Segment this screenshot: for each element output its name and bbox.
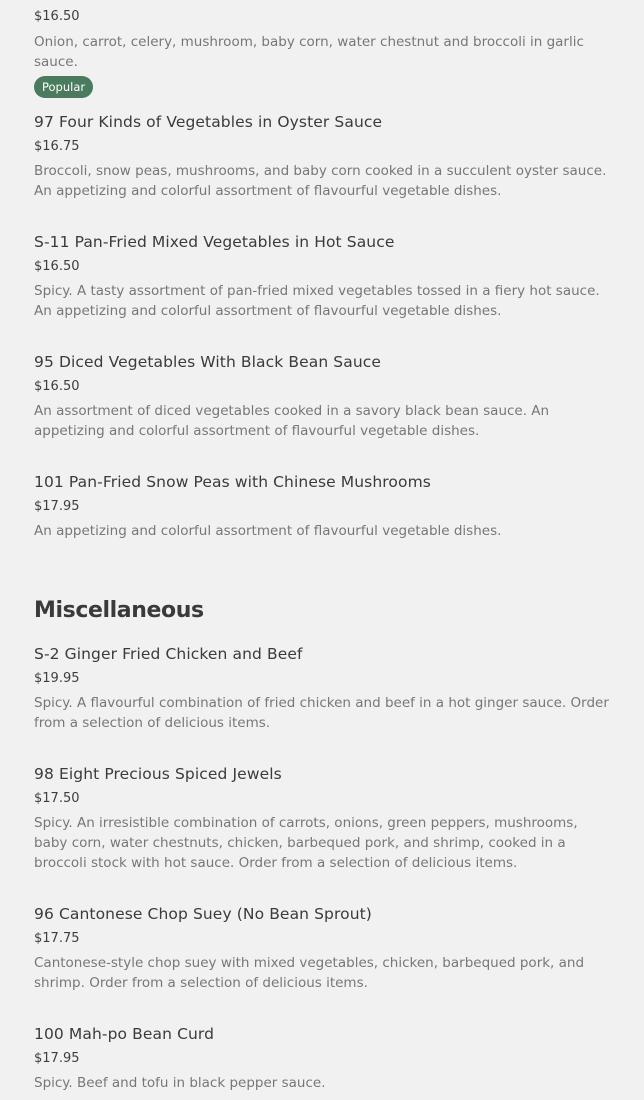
item-description: Onion, carrot, celery, mushroom, baby corn, water chestnut and broccoli in garlic sauce. xyxy=(34,34,584,70)
item-description: Spicy. Beef and tofu in black pepper sauce. xyxy=(34,1075,326,1091)
popular-badge: Popular xyxy=(34,76,93,98)
item-price: $17.95 xyxy=(34,499,80,514)
item-name: S-11 Pan-Fried Mixed Vegetables in Hot Sauce xyxy=(34,233,395,251)
menu-item[interactable] xyxy=(34,764,614,873)
menu-item[interactable] xyxy=(34,1024,614,1093)
section-title-miscellaneous: Miscellaneous xyxy=(34,598,204,623)
menu-item[interactable] xyxy=(34,904,614,993)
item-name: 96 Cantonese Chop Suey (No Bean Sprout) xyxy=(34,905,372,923)
item-price: $17.50 xyxy=(34,791,80,806)
item-price: $16.50 xyxy=(34,379,80,394)
item-price: $16.50 xyxy=(34,9,80,24)
menu-item[interactable] xyxy=(34,352,614,441)
item-description: Broccoli, snow peas, mushrooms, and baby corn cooked in a succulent oyster sauce. An appetizing and colorful assortment of flavourful vegetable dishes. xyxy=(34,163,607,199)
menu-item[interactable] xyxy=(34,112,614,201)
item-description: Spicy. An irresistible combination of carrots, onions, green peppers, mushrooms, baby corn, water chestnuts, chicken, barbequed pork, and shrimp, cooked in a broccoli stock with hot sauce. Order from a selection of delicious items. xyxy=(34,815,578,871)
menu-item[interactable] xyxy=(34,8,614,98)
item-description: An assortment of diced vegetables cooked in a savory black bean sauce. An appetizing and colorful assortment of flavourful vegetable dishes. xyxy=(34,403,550,439)
item-price: $16.50 xyxy=(34,259,80,274)
item-price: $19.95 xyxy=(34,671,80,686)
item-name: 98 Eight Precious Spiced Jewels xyxy=(34,765,282,783)
item-price: $17.95 xyxy=(34,1051,80,1066)
item-description: Spicy. A flavourful combination of fried chicken and beef in a hot ginger sauce. Order from a selection of delicious items. xyxy=(34,695,609,731)
menu-item[interactable] xyxy=(34,472,614,541)
item-name: 95 Diced Vegetables With Black Bean Sauce xyxy=(34,353,382,371)
item-name: 100 Mah-po Bean Curd xyxy=(34,1025,215,1043)
item-description: An appetizing and colorful assortment of flavourful vegetable dishes. xyxy=(34,523,502,539)
item-name: 101 Pan-Fried Snow Peas with Chinese Mushrooms xyxy=(34,473,431,491)
menu-item[interactable] xyxy=(34,232,614,321)
item-name: 97 Four Kinds of Vegetables in Oyster Sauce xyxy=(34,113,383,131)
menu-item[interactable] xyxy=(34,644,614,733)
item-name: S-2 Ginger Fried Chicken and Beef xyxy=(34,645,303,663)
item-description: Cantonese-style chop suey with mixed vegetables, chicken, barbequed pork, and shrimp. Order from a selection of delicious items. xyxy=(34,955,585,991)
item-description: Spicy. A tasty assortment of pan-fried mixed vegetables tossed in a fiery hot sauce. An appetizing and colorful assortment of flavourful vegetable dishes. xyxy=(34,283,600,319)
item-price: $16.75 xyxy=(34,139,80,154)
item-price: $17.75 xyxy=(34,931,80,946)
